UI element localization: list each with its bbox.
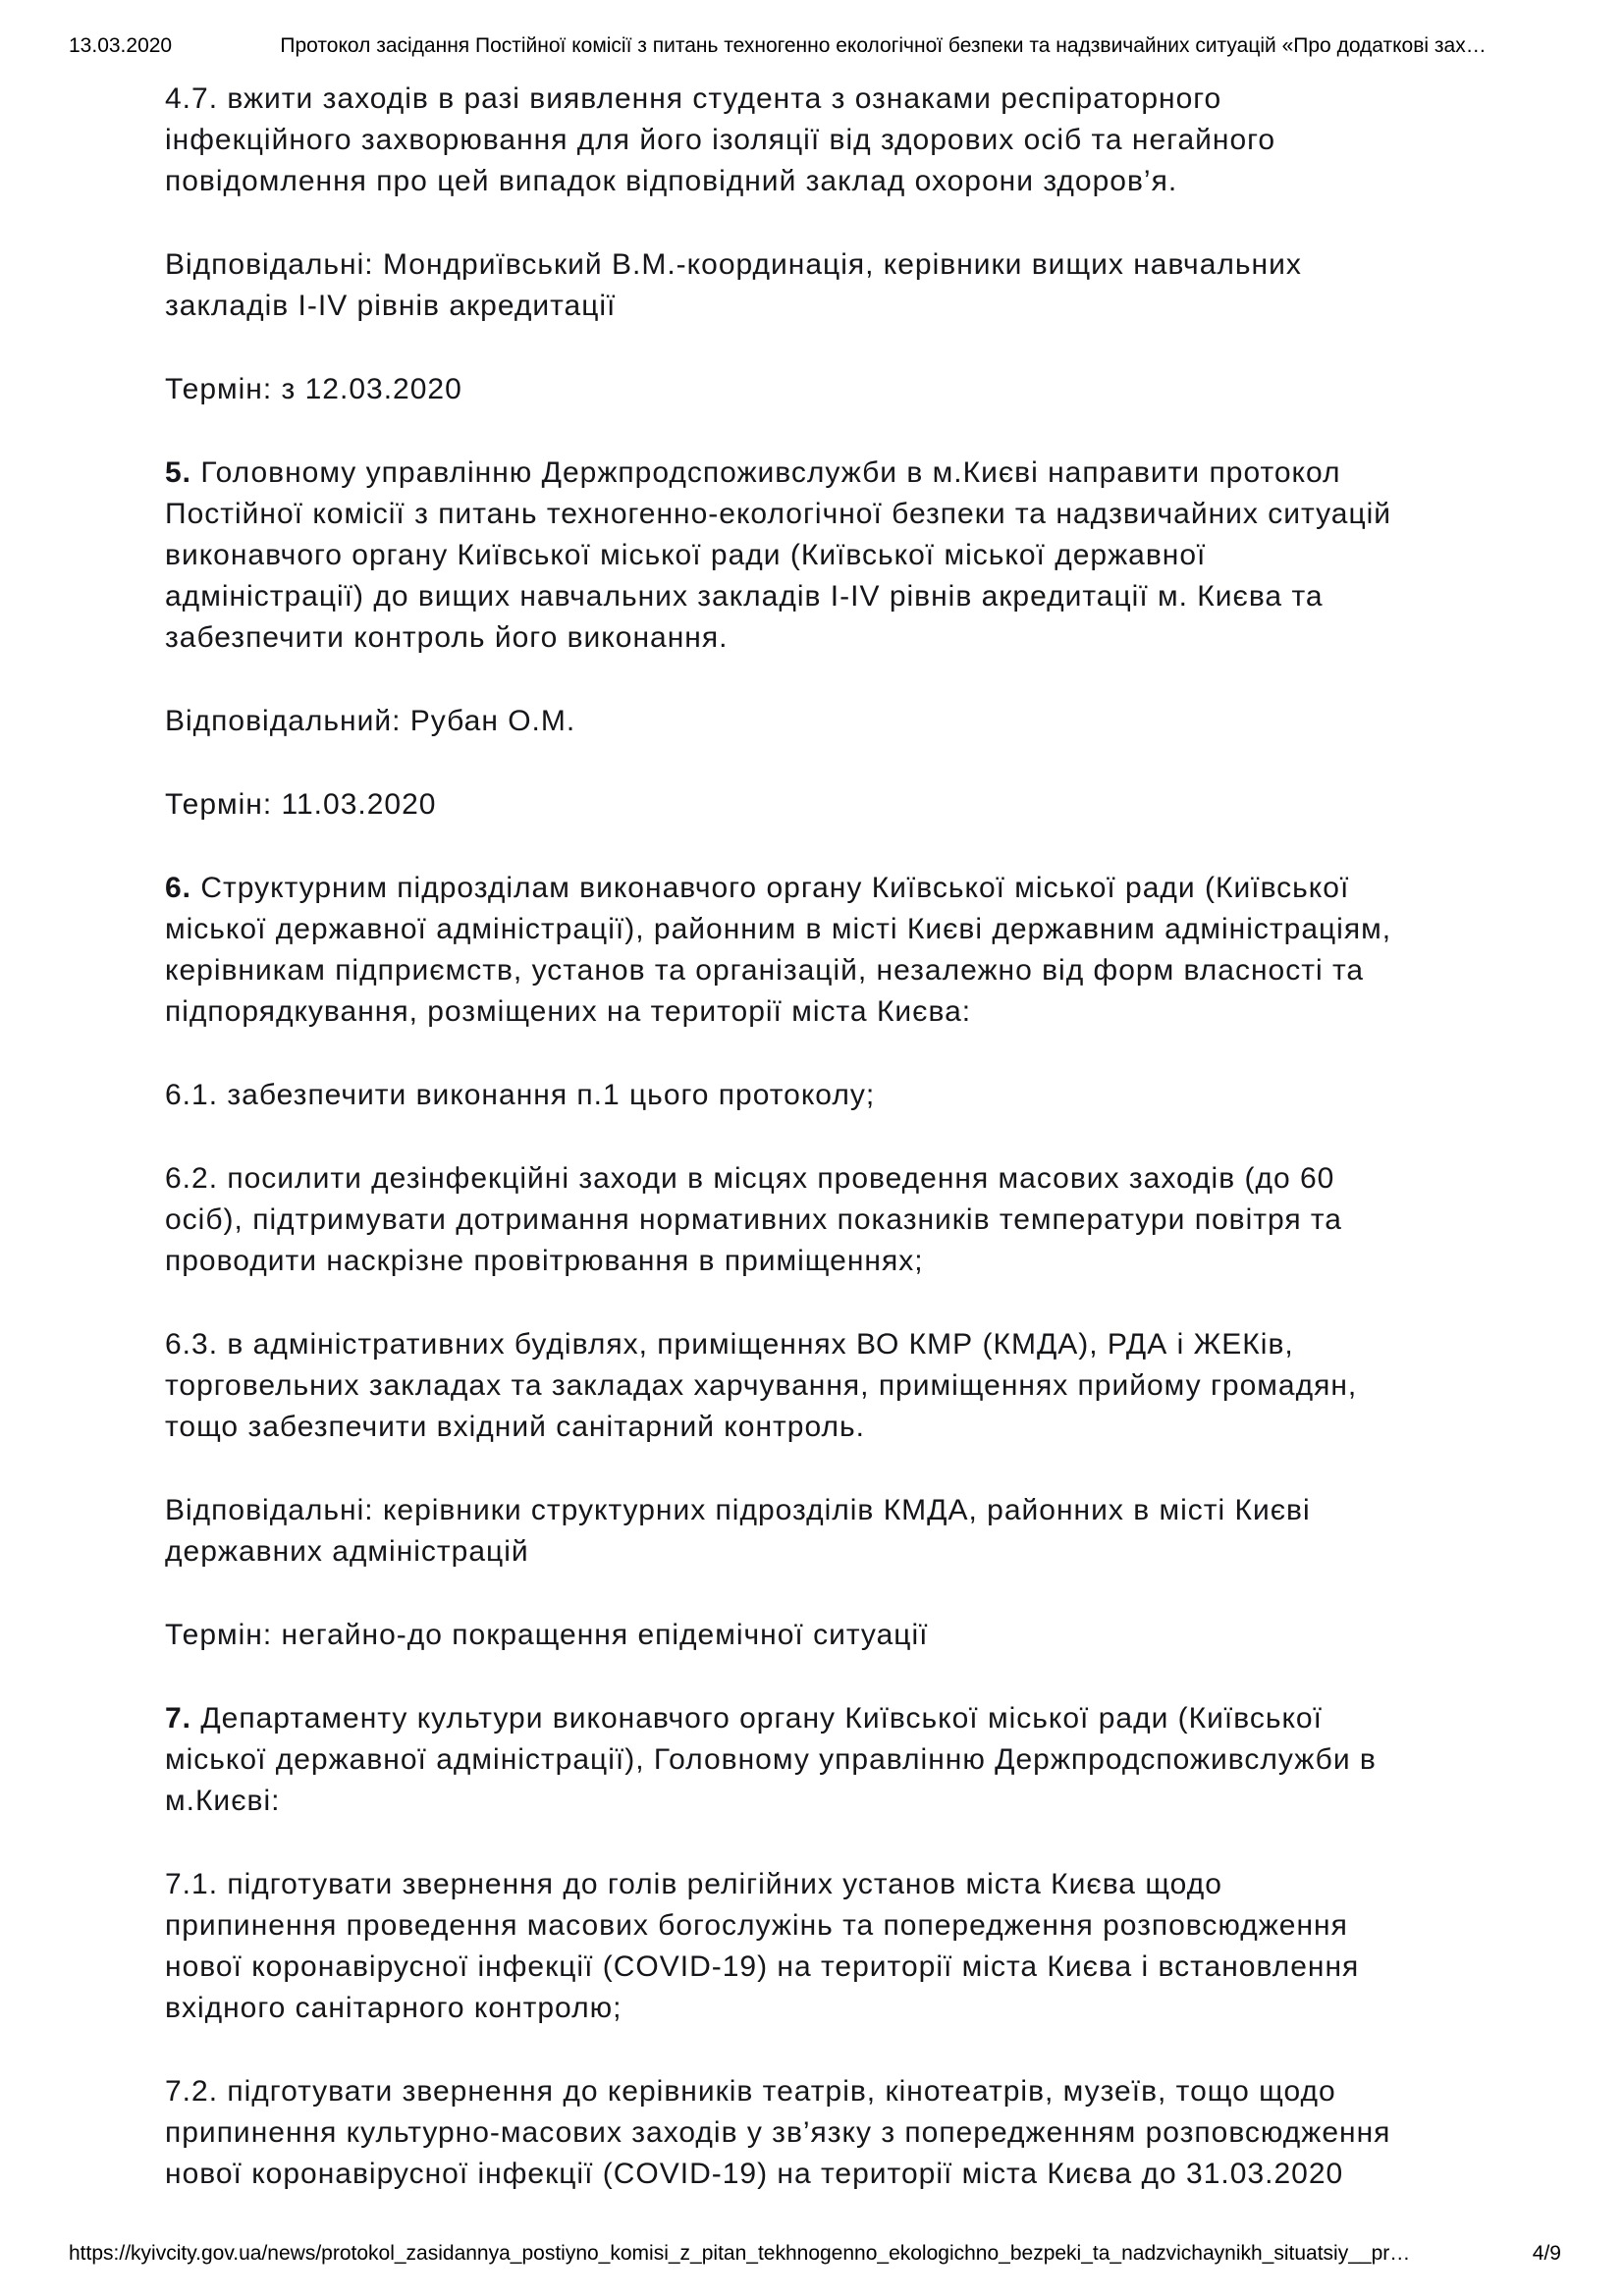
paragraph-text: Відповідальний: Рубан О.М. [165, 705, 576, 737]
page-number: 4/9 [1532, 2242, 1561, 2265]
paragraph-text: 6.1. забезпечити виконання п.1 цього протоколу; [165, 1079, 876, 1111]
paragraph [165, 1324, 1397, 1448]
paragraph-number: 7. [165, 1702, 192, 1735]
document-title: Протокол засідання Постійної комісії з питань техногенно екологічної безпеки та надзвичайних ситуацій «Про додаткові зах… [280, 34, 1487, 57]
paragraph-text: Термін: негайно-до покращення епідемічної ситуації [165, 1619, 929, 1651]
source-url: https://kyivcity.gov.ua/news/protokol_zasidannya_postiyno_komisi_z_pitan_tekhnogenno_ekologichno_bezpeki_ta_nadzvichaynikh_situatsiy__pr… [69, 2242, 1411, 2265]
paragraph [165, 1698, 1397, 1822]
paragraph [165, 784, 1397, 826]
print-date: 13.03.2020 [69, 34, 173, 57]
paragraph-number: 6. [165, 872, 192, 904]
paragraph-text: 6.2. посилити дезінфекційні заходи в місцях проведення масових заходів (до 60 осіб), підтримувати дотримання нормативних показників температури повітря та проводити наскрізне провітрювання в приміщеннях; [165, 1162, 1342, 1277]
paragraph-text: Термін: з 12.03.2020 [165, 373, 462, 405]
paragraph [165, 79, 1397, 202]
paragraph-text: 6.3. в адміністративних будівлях, приміщеннях ВО КМР (КМДА), РДА і ЖЕКів, торговельних закладах та закладах харчування, приміщеннях прийому громадян, тощо забезпечити вхідний санітарний контроль. [165, 1328, 1358, 1443]
paragraph [165, 1864, 1397, 2029]
paragraph [165, 1615, 1397, 1656]
paragraph [165, 369, 1397, 410]
paragraph-text: Термін: 11.03.2020 [165, 788, 437, 821]
paragraph-text: Структурним підрозділам виконавчого органу Київської міської ради (Київської міської державної адміністрації), районним в місті Києві державним адміністраціям, керівникам підприємств, установ та організацій, незалежно від форм власності та підпорядкування, розміщених на території міста Києва: [165, 872, 1392, 1028]
document-body [165, 79, 1397, 2237]
paragraph-text: 7.2. підготувати звернення до керівників театрів, кінотеатрів, музеїв, тощо щодо припинення культурно-масових заходів у зв’язку з попередженням розповсюдження нової коронавірусної інфекції (COVID-19) на території міста Києва до 31.03.2020 [165, 2075, 1391, 2190]
paragraph [165, 868, 1397, 1033]
paragraph-text: 4.7. вжити заходів в разі виявлення студента з ознаками респіраторного інфекційного захворювання для його ізоляції від здорових осіб та негайного повідомлення про цей випадок відповідний заклад охорони здоров’я. [165, 82, 1276, 197]
print-header [69, 33, 1555, 59]
paragraph-text: 7.1. підготувати звернення до голів релігійних установ міста Києва щодо припинення проведення масових богослужінь та попередження розповсюдження нової коронавірусної інфекції (COVID-19) на території міста Києва і встановлення вхідного санітарного контролю; [165, 1868, 1360, 2024]
paragraph [165, 1075, 1397, 1116]
paragraph [165, 244, 1397, 327]
paragraph-text: Відповідальні: керівники структурних підрозділів КМДА, районних в місті Києві державних адміністрацій [165, 1494, 1311, 1568]
paragraph [165, 2071, 1397, 2195]
paragraph-text: Головному управлінню Держпродспоживслужби в м.Києві направити протокол Постійної комісії з питань техногенно-екологічної безпеки та надзвичайних ситуацій виконавчого органу Київської міської ради (Київської міської державної адміністрації) до вищих навчальних закладів I-IV рівнів акредитації м. Києва та забезпечити контроль його виконання. [165, 456, 1392, 654]
paragraph [165, 453, 1397, 659]
paragraph-number: 5. [165, 456, 192, 489]
paragraph [165, 1490, 1397, 1573]
print-footer [69, 2241, 1561, 2267]
paragraph-text: Відповідальні: Мондриївський В.М.-координація, керівники вищих навчальних закладів I-IV рівнів акредитації [165, 248, 1302, 322]
paragraph-text: Департаменту культури виконавчого органу Київської міської ради (Київської міської державної адміністрації), Головному управлінню Держпродспоживслужби в м.Києві: [165, 1702, 1377, 1817]
paragraph [165, 701, 1397, 742]
paragraph [165, 1158, 1397, 1282]
